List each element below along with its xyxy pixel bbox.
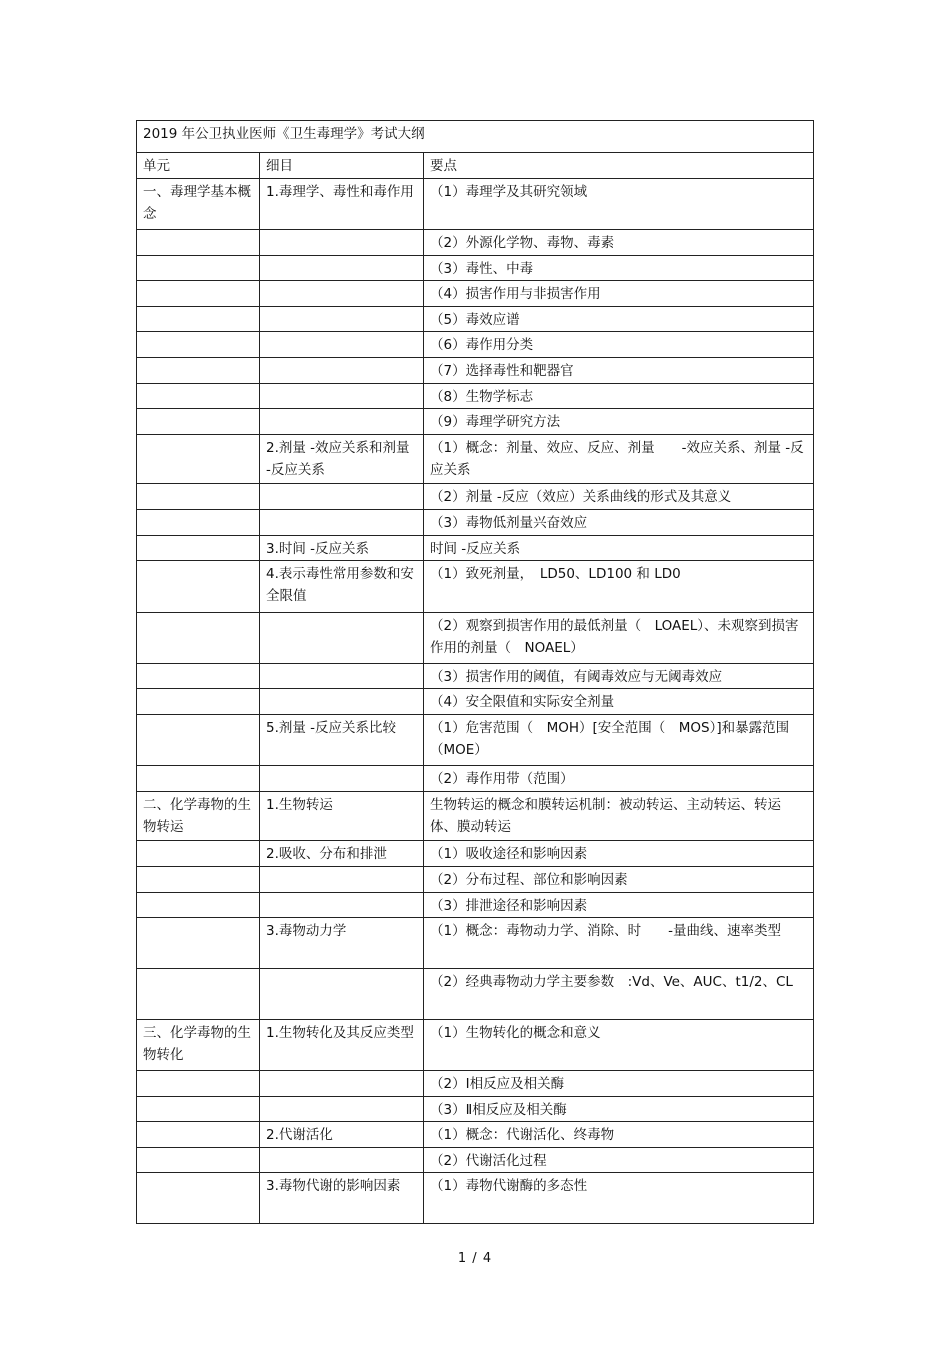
- cell-point: （3）毒性、中毒: [424, 256, 814, 281]
- cell-detail: 2.代谢活化: [260, 1122, 424, 1148]
- cell-unit: [137, 384, 260, 409]
- cell-detail: [260, 613, 424, 664]
- cell-unit: [137, 256, 260, 281]
- table-row: [137, 689, 814, 715]
- cell-unit: [137, 1148, 260, 1173]
- cell-unit: [137, 613, 260, 664]
- cell-detail: 1.生物转化及其反应类型: [260, 1020, 424, 1071]
- table-row: [137, 358, 814, 384]
- table-row: [137, 969, 814, 1020]
- header-detail: 细目: [260, 153, 424, 179]
- table-row: [137, 792, 814, 841]
- cell-detail: [260, 969, 424, 1020]
- cell-detail: [260, 1148, 424, 1173]
- table-row: [137, 1148, 814, 1173]
- cell-point: （9）毒理学研究方法: [424, 409, 814, 435]
- table-row: [137, 1122, 814, 1148]
- cell-unit: [137, 536, 260, 561]
- table-row: [137, 867, 814, 893]
- cell-detail: 1.生物转运: [260, 792, 424, 841]
- cell-detail: 3.时间 -反应关系: [260, 536, 424, 561]
- cell-point: （1）生物转化的概念和意义: [424, 1020, 814, 1071]
- cell-detail: [260, 664, 424, 689]
- table-row: [137, 664, 814, 689]
- cell-unit: [137, 664, 260, 689]
- cell-point: （2）代谢活化过程: [424, 1148, 814, 1173]
- cell-detail: [260, 867, 424, 893]
- cell-detail: [260, 766, 424, 792]
- cell-point: （1）吸收途径和影响因素: [424, 841, 814, 867]
- title-row: [137, 121, 814, 153]
- cell-unit: [137, 510, 260, 536]
- cell-point: （7）选择毒性和靶器官: [424, 358, 814, 384]
- document-title: 2019 年公卫执业医师《卫生毒理学》考试大纲: [137, 121, 814, 153]
- table-row: [137, 613, 814, 664]
- cell-point: （1）毒理学及其研究领域: [424, 179, 814, 230]
- table-row: [137, 841, 814, 867]
- cell-detail: [260, 1071, 424, 1097]
- cell-unit: [137, 766, 260, 792]
- cell-unit: [137, 715, 260, 766]
- cell-unit: [137, 1071, 260, 1097]
- cell-unit: [137, 1122, 260, 1148]
- cell-point: 生物转运的概念和膜转运机制：被动转运、主动转运、转运体、膜动转运: [424, 792, 814, 841]
- table-row: [137, 409, 814, 435]
- cell-detail: 3.毒物动力学: [260, 918, 424, 969]
- header-unit: 单元: [137, 153, 260, 179]
- cell-detail: [260, 1097, 424, 1122]
- cell-point: （5）毒效应谱: [424, 307, 814, 332]
- cell-point: （8）生物学标志: [424, 384, 814, 409]
- cell-detail: 2.剂量 -效应关系和剂量 -反应关系: [260, 435, 424, 484]
- cell-unit: [137, 689, 260, 715]
- table-row: [137, 536, 814, 561]
- cell-detail: [260, 409, 424, 435]
- page-number: 1 / 4: [457, 1251, 493, 1266]
- cell-point: （1）概念：毒物动力学、消除、时 -量曲线、速率类型: [424, 918, 814, 969]
- cell-unit: [137, 484, 260, 510]
- table-row: [137, 1020, 814, 1071]
- cell-detail: 3.毒物代谢的影响因素: [260, 1173, 424, 1224]
- cell-point: （4）损害作用与非损害作用: [424, 281, 814, 307]
- header-point: 要点: [424, 153, 814, 179]
- cell-unit: [137, 1173, 260, 1224]
- cell-point: （3）排泄途径和影响因素: [424, 893, 814, 918]
- cell-detail: [260, 230, 424, 256]
- cell-unit: [137, 1097, 260, 1122]
- cell-unit: [137, 281, 260, 307]
- cell-unit: [137, 841, 260, 867]
- cell-unit: [137, 918, 260, 969]
- table-row: [137, 230, 814, 256]
- cell-point: （6）毒作用分类: [424, 332, 814, 358]
- cell-unit: 三、化学毒物的生物转化: [137, 1020, 260, 1071]
- cell-detail: 5.剂量 -反应关系比较: [260, 715, 424, 766]
- table-row: [137, 256, 814, 281]
- table-row: [137, 1097, 814, 1122]
- table-row: [137, 561, 814, 613]
- table-row: [137, 435, 814, 484]
- cell-point: （2）毒作用带（范围）: [424, 766, 814, 792]
- cell-detail: [260, 510, 424, 536]
- cell-point: （2）Ⅰ相反应及相关酶: [424, 1071, 814, 1097]
- cell-point: （1）危害范围（ MOH）[安全范围（ MOS）]和暴露范围（MOE）: [424, 715, 814, 766]
- cell-point: （1）致死剂量， LD50、LD100 和 LD0: [424, 561, 814, 613]
- table-row: [137, 715, 814, 766]
- cell-unit: [137, 867, 260, 893]
- cell-detail: 1.毒理学、毒性和毒作用: [260, 179, 424, 230]
- cell-unit: [137, 230, 260, 256]
- cell-detail: 4.表示毒性常用参数和安全限值: [260, 561, 424, 613]
- table-row: [137, 484, 814, 510]
- cell-detail: [260, 332, 424, 358]
- cell-detail: [260, 689, 424, 715]
- cell-unit: [137, 332, 260, 358]
- header-row: [137, 153, 814, 179]
- cell-point: （4）安全限值和实际安全剂量: [424, 689, 814, 715]
- table-row: [137, 766, 814, 792]
- table-row: [137, 918, 814, 969]
- cell-unit: 二、化学毒物的生物转运: [137, 792, 260, 841]
- cell-detail: [260, 893, 424, 918]
- cell-point: （3）损害作用的阈值，有阈毒效应与无阈毒效应: [424, 664, 814, 689]
- table-row: [137, 1173, 814, 1224]
- cell-unit: 一、毒理学基本概念: [137, 179, 260, 230]
- cell-unit: [137, 893, 260, 918]
- cell-unit: [137, 358, 260, 384]
- cell-detail: [260, 281, 424, 307]
- cell-detail: 2.吸收、分布和排泄: [260, 841, 424, 867]
- cell-point: （1）毒物代谢酶的多态性: [424, 1173, 814, 1224]
- cell-detail: [260, 358, 424, 384]
- cell-point: （2）外源化学物、毒物、毒素: [424, 230, 814, 256]
- cell-unit: [137, 435, 260, 484]
- cell-detail: [260, 384, 424, 409]
- cell-detail: [260, 484, 424, 510]
- cell-point: （3）Ⅱ相反应及相关酶: [424, 1097, 814, 1122]
- table-row: [137, 179, 814, 230]
- table-row: [137, 1071, 814, 1097]
- cell-unit: [137, 307, 260, 332]
- table-row: [137, 510, 814, 536]
- cell-point: （2）剂量 -反应（效应）关系曲线的形式及其意义: [424, 484, 814, 510]
- cell-point: （2）分布过程、部位和影响因素: [424, 867, 814, 893]
- cell-point: （2）经典毒物动力学主要参数 :Vd、Ve、AUC、t1/2、CL: [424, 969, 814, 1020]
- cell-unit: [137, 409, 260, 435]
- cell-unit: [137, 561, 260, 613]
- cell-detail: [260, 256, 424, 281]
- cell-point: （2）观察到损害作用的最低剂量（ LOAEL）、未观察到损害作用的剂量（ NOAEL）: [424, 613, 814, 664]
- table-row: [137, 307, 814, 332]
- cell-point: （1）概念：代谢活化、终毒物: [424, 1122, 814, 1148]
- outline-document: [136, 120, 813, 1224]
- table-row: [137, 384, 814, 409]
- cell-unit: [137, 969, 260, 1020]
- cell-point: 时间 -反应关系: [424, 536, 814, 561]
- table-row: [137, 281, 814, 307]
- exam-outline-table: [136, 120, 814, 1224]
- cell-point: （1）概念：剂量、效应、反应、剂量 -效应关系、剂量 -反应关系: [424, 435, 814, 484]
- table-row: [137, 893, 814, 918]
- cell-detail: [260, 307, 424, 332]
- cell-point: （3）毒物低剂量兴奋效应: [424, 510, 814, 536]
- table-row: [137, 332, 814, 358]
